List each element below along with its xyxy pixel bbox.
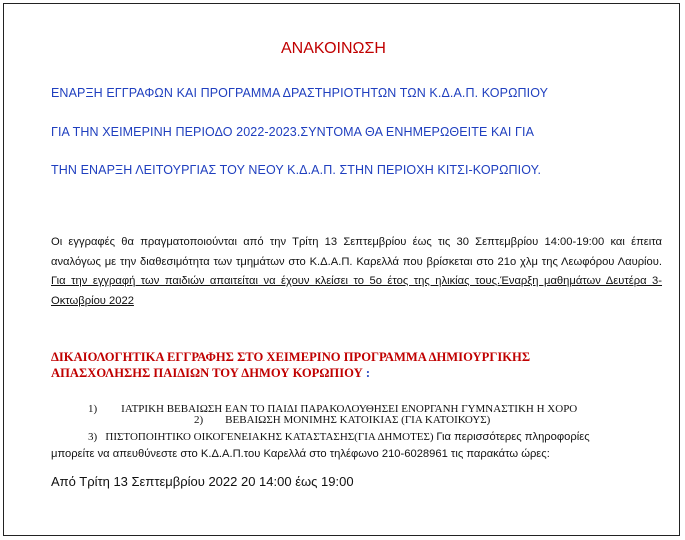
more-info-text: Για περισσότερες πληροφορίες: [436, 431, 590, 443]
list-item-text: ΠΙΣΤΟΠΟΙΗΤΙΚΟ ΟΙΚΟΓΕΝΕΙΑΚΗΣ ΚΑΤΑΣΤΑΣΗΣ(ΓΙΑ ΔΗΜΟΤΕΣ): [105, 431, 434, 443]
heading-line-3: ΤΗΝ ΕΝΑΡΞΗ ΛΕΙΤΟΥΡΓΙΑΣ ΤΟΥ ΝΕΟΥ Κ.Δ.Α.Π. ΣΤΗΝ ΠΕΡΙΟΧΗ ΚΙΤΣΙ-ΚΟΡΩΠΙΟΥ.: [51, 163, 542, 177]
list-item-text: ΙΑΤΡΙΚΗ ΒΕΒΑΙΩΣΗ ΕΑΝ ΤΟ ΠΑΙΔΙ ΠΑΡΑΚΟΛΟΥΘΗΣΕΙ ΕΝΟΡΓΑΝΗ ΓΥΜΝΑΣΤΙΚΗ Η ΧΟΡΟ: [121, 403, 578, 415]
list-item: [194, 414, 490, 426]
age-requirement-text: Για την εγγραφή των παιδιών απαιτείται να έχουν κλείσει το 5ο έτος της ηλικίας τους.Έναρξη μαθημάτων Δευτέρα 3-Οκτωβρίου 2022: [51, 275, 662, 307]
heading-line-1: ΕΝΑΡΞΗ ΕΓΓΡΑΦΩΝ ΚΑΙ ΠΡΟΓΡΑΜΜΑ ΔΡΑΣΤΗΡΙΟΤΗΤΩΝ ΤΩΝ Κ.Δ.Α.Π. ΚΟΡΩΠΙΟΥ: [51, 86, 549, 100]
list-item: [88, 431, 590, 443]
list-item-number: 1): [88, 403, 98, 415]
requirements-colon: :: [362, 366, 371, 380]
announcement-title: ΑΝΑΚΟΙΝΩΣΗ: [281, 40, 386, 57]
requirements-heading-line-1: ΔΙΚΑΙΟΛΟΓΗΤΙΚΑ ΕΓΓΡΑΦΗΣ ΣΤΟ ΧΕΙΜΕΡΙΝΟ ΠΡΟΓΡΑΜΜΑ ΔΗΜΙΟΥΡΓΙΚΗΣ: [51, 350, 531, 364]
registration-paragraph: [51, 233, 662, 311]
contact-line: μπορείτε να απευθύνεστε στο Κ.Δ.Α.Π.του Καρελλά στο τηλέφωνο 210-6028961 τις παρακάτω ώρες:: [51, 448, 550, 460]
heading-line-2: ΓΙΑ ΤΗΝ ΧΕΙΜΕΡΙΝΗ ΠΕΡΙΟΔΟ 2022-2023.ΣΥΝΤΟΜΑ ΘΑ ΕΝΗΜΕΡΩΘΕΙΤΕ ΚΑΙ ΓΙΑ: [51, 125, 535, 139]
list-item-text: ΒΕΒΑΙΩΣΗ ΜΟΝΙΜΗΣ ΚΑΤΟΙΚΙΑΣ (ΓΙΑ ΚΑΤΟΙΚΟΥΣ): [225, 414, 491, 426]
requirements-heading-line-2: ΑΠΑΣΧΟΛΗΣΗΣ ΠΑΙΔΙΩΝ ΤΟΥ ΔΗΜΟΥ ΚΟΡΩΠΙΟΥ: [51, 366, 363, 380]
requirements-heading: [51, 349, 530, 381]
registration-text: Οι εγγραφές θα πραγματοποιούνται από την Τρίτη 13 Σεπτεμβρίου έως τις 30 Σεπτεμβρίου 14:00-19:00 και έπειτα αναλόγως με την διαθεσιμότητα των τμημάτων στο Κ.Δ.Α.Π. Καρελλά που βρίσκεται στο 21ο χλμ της Λεωφόρου Λαυρίου.: [51, 236, 662, 268]
list-item-number: 2): [194, 414, 204, 426]
list-item-number: 3): [88, 431, 98, 443]
office-hours: Από Τρίτη 13 Σεπτεμβρίου 2022 20 14:00 έως 19:00: [51, 474, 354, 489]
